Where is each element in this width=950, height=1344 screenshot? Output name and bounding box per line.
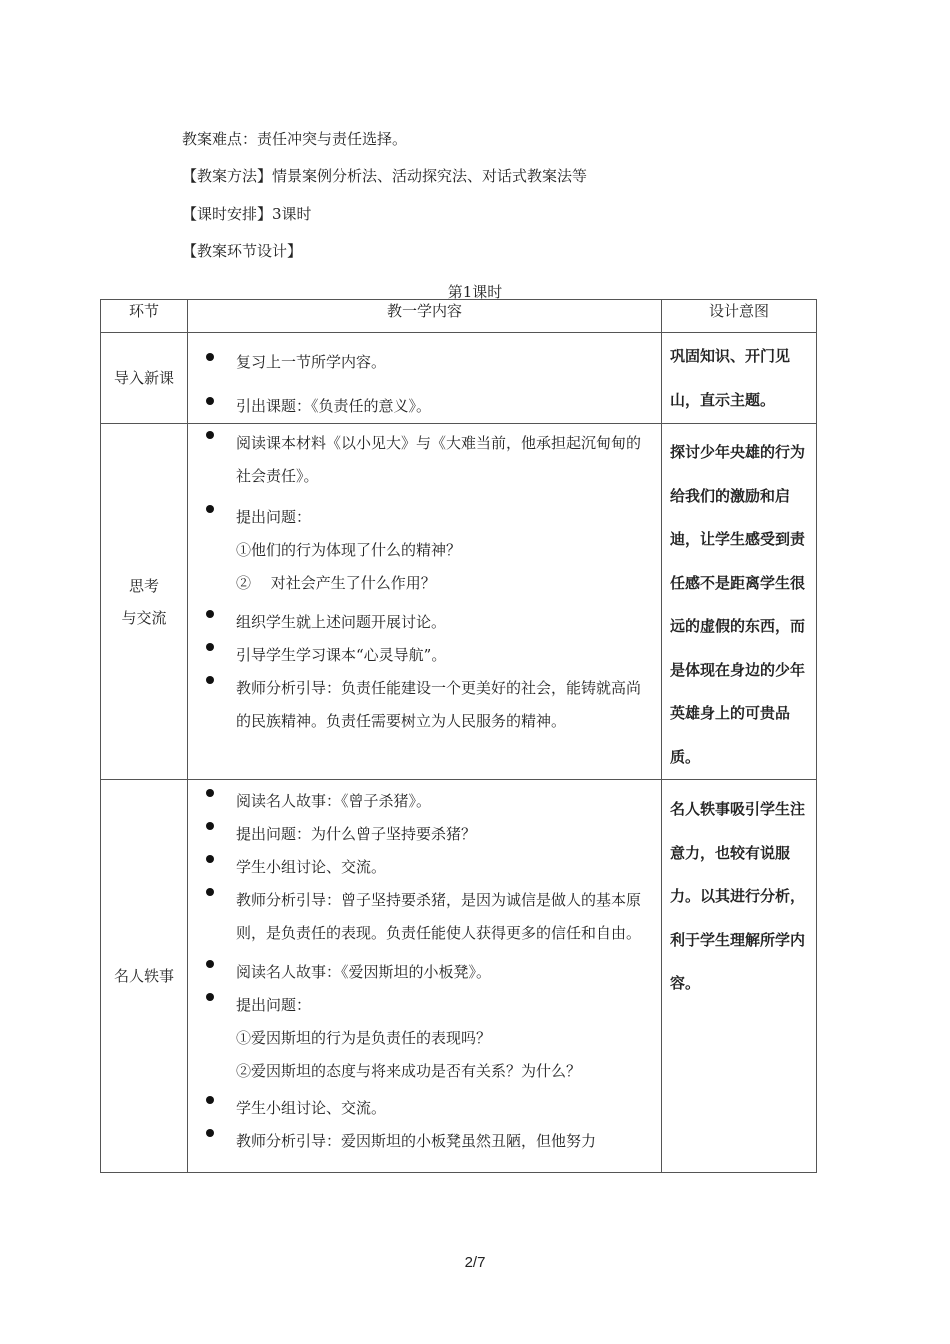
- list-item: 引导学生学习课本“心灵导航”。: [206, 639, 647, 672]
- bullet-icon: [206, 855, 214, 863]
- table-row: [101, 424, 817, 780]
- list-item: 阅读课本材料《以小见大》与《大难当前，他承担起沉甸甸的社会责任》。: [206, 427, 647, 493]
- question-line: ①他们的行为体现了什么的精神？: [236, 541, 462, 559]
- content-cell: [188, 333, 662, 424]
- bullet-icon: [206, 1096, 214, 1104]
- bullet-icon: [206, 993, 214, 1001]
- question-line: ①爱因斯坦的行为是负责任的表现吗？: [236, 1029, 492, 1047]
- intro-schedule: 【课时安排】3课时: [182, 205, 312, 223]
- question-line: ② 对社会产生了什么作用？: [236, 574, 436, 592]
- list-item: 教师分析引导：曾子坚持要杀猪，是因为诚信是做人的基本原则，是负责任的表现。负责任能使人获得更多的信任和自由。: [206, 884, 647, 950]
- bullet-icon: [206, 822, 214, 830]
- stage-cell: 名人轶事: [101, 780, 188, 1173]
- list-item: 学生小组讨论、交流。: [206, 1092, 647, 1125]
- bullet-icon: [206, 888, 214, 896]
- list-item: 阅读名人故事：《曾子杀猪》。: [206, 785, 647, 818]
- list-item: 教师分析引导：爱因斯坦的小板凳虽然丑陋，但他努力: [206, 1125, 647, 1158]
- lesson-plan-table: [100, 299, 817, 1173]
- list-item: 提出问题：: [206, 989, 647, 1022]
- bullet-icon: [206, 397, 214, 405]
- bullet-icon: [206, 1129, 214, 1137]
- stage-label-line1: 思考: [128, 576, 159, 595]
- bullet-icon: [206, 431, 214, 439]
- table-row: [101, 333, 817, 424]
- list-item: 引出课题：《负责任的意义》。: [206, 390, 647, 423]
- header-stage: 环节: [101, 300, 188, 333]
- content-cell: [188, 780, 662, 1173]
- intent-cell: 巩固知识、开门见山，直示主题。: [662, 333, 817, 424]
- list-item: 复习上一节所学内容。: [206, 346, 647, 379]
- question-line: ②爱因斯坦的态度与将来成功是否有关系？为什么？: [236, 1062, 582, 1080]
- list-item: 阅读名人故事：《爱因斯坦的小板凳》。: [206, 956, 647, 989]
- bullet-icon: [206, 789, 214, 797]
- bullet-icon: [206, 676, 214, 684]
- intent-cell: 探讨少年央雄的行为给我们的激励和启迪，让学生感受到责任感不是距离学生很远的虚假的东西，而是体现在身边的少年英雄身上的可贵品质。: [662, 424, 817, 780]
- table-header-row: [101, 300, 817, 333]
- list-item: 提出问题：为什么曾子坚持要杀猪？: [206, 818, 647, 851]
- intro-design: 【教案环节设计】: [182, 242, 303, 260]
- stage-cell: 导入新课: [101, 333, 188, 424]
- header-intent: 设计意图: [662, 300, 817, 333]
- list-item: 组织学生就上述问题开展讨论。: [206, 606, 647, 639]
- intro-method: 【教案方法】情景案例分析法、活动探究法、对话式教案法等: [182, 167, 588, 185]
- content-cell: [188, 424, 662, 780]
- table-row: [101, 780, 817, 1173]
- list-item: 学生小组讨论、交流。: [206, 851, 647, 884]
- intro-difficulty: 教案难点：责任冲突与责任选择。: [182, 130, 408, 148]
- list-item: 提出问题：: [206, 501, 647, 534]
- bullet-icon: [206, 960, 214, 968]
- header-content: 教一学内容: [188, 300, 662, 333]
- intent-cell: 名人轶事吸引学生注意力，也较有说服力。以其进行分析，利于学生理解所学内容。: [662, 780, 817, 1173]
- bullet-icon: [206, 643, 214, 651]
- stage-label-line2: 与交流: [121, 608, 167, 627]
- page-number: 2/7: [464, 1254, 486, 1271]
- table-caption: 第1课时: [447, 283, 503, 301]
- list-item: 教师分析引导：负责任能建设一个更美好的社会，能铸就高尚的民族精神。负责任需要树立为人民服务的精神。: [206, 672, 647, 738]
- stage-cell: [101, 424, 188, 780]
- bullet-icon: [206, 353, 214, 361]
- bullet-icon: [206, 610, 214, 618]
- bullet-icon: [206, 505, 214, 513]
